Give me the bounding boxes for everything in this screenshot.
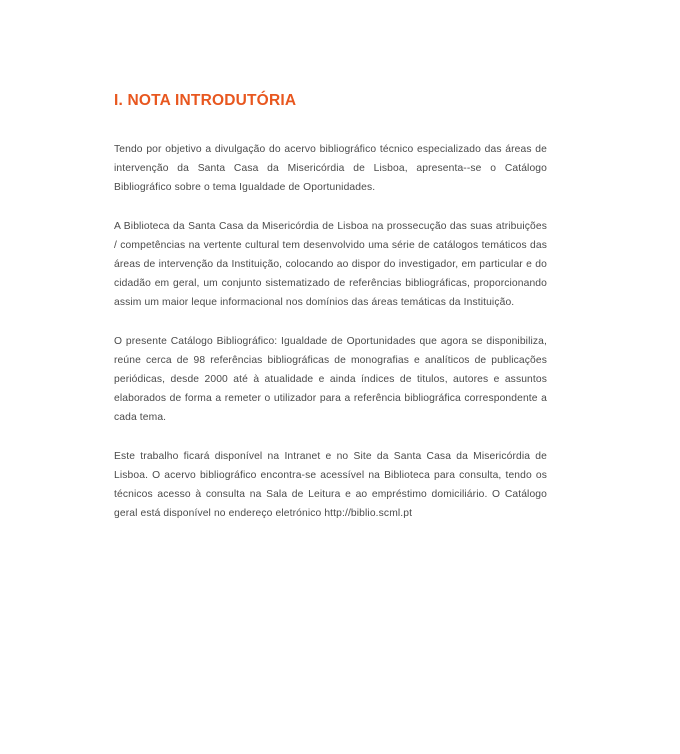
paragraph-3: O presente Catálogo Bibliográfico: Igualdade de Oportunidades que agora se disponibiliza, reúne cerca de 98 referências bibliográficas de monografias e analíticos de publicações periódicas, desde 2000 até à atualidade e ainda índices de titulos, autores e assuntos elaborados de forma a remeter o utilizador para a referência bibliográfica correspondente a cada tema. bbox=[114, 335, 547, 424]
paragraph-4: Este trabalho ficará disponível na Intranet e no Site da Santa Casa da Misericórdia de Lisboa. O acervo bibliográfico encontra-se acessível na Biblioteca para consulta, tendo os técnicos acesso à consulta na Sala de Leitura e ao empréstimo domiciliário. O Catálogo geral está disponível no endereço eletrónico http://biblio.scml.pt bbox=[114, 451, 547, 520]
page-title: I. NOTA INTRODUTÓRIA bbox=[114, 92, 297, 109]
paragraph-1: Tendo por objetivo a divulgação do acervo bibliográfico técnico especializado das áreas de intervenção da Santa Casa da Misericórdia de Lisboa, apresenta--se o Catálogo Bibliográfico sobre o tema Igualdade de Oportunidades. bbox=[114, 143, 547, 193]
document-content bbox=[114, 92, 547, 523]
paragraph-2: A Biblioteca da Santa Casa da Misericórdia de Lisboa na prossecução das suas atribuições / competências na vertente cultural tem desenvolvido uma série de catálogos temáticos das áreas de intervenção da Instituição, colocando ao dispor do investigador, em particular e do cidadão em geral, um conjunto sistematizado de referências bibliográficas, proporcionando assim um maior leque informacional nos domínios das áreas temáticas da Instituição. bbox=[114, 220, 547, 308]
